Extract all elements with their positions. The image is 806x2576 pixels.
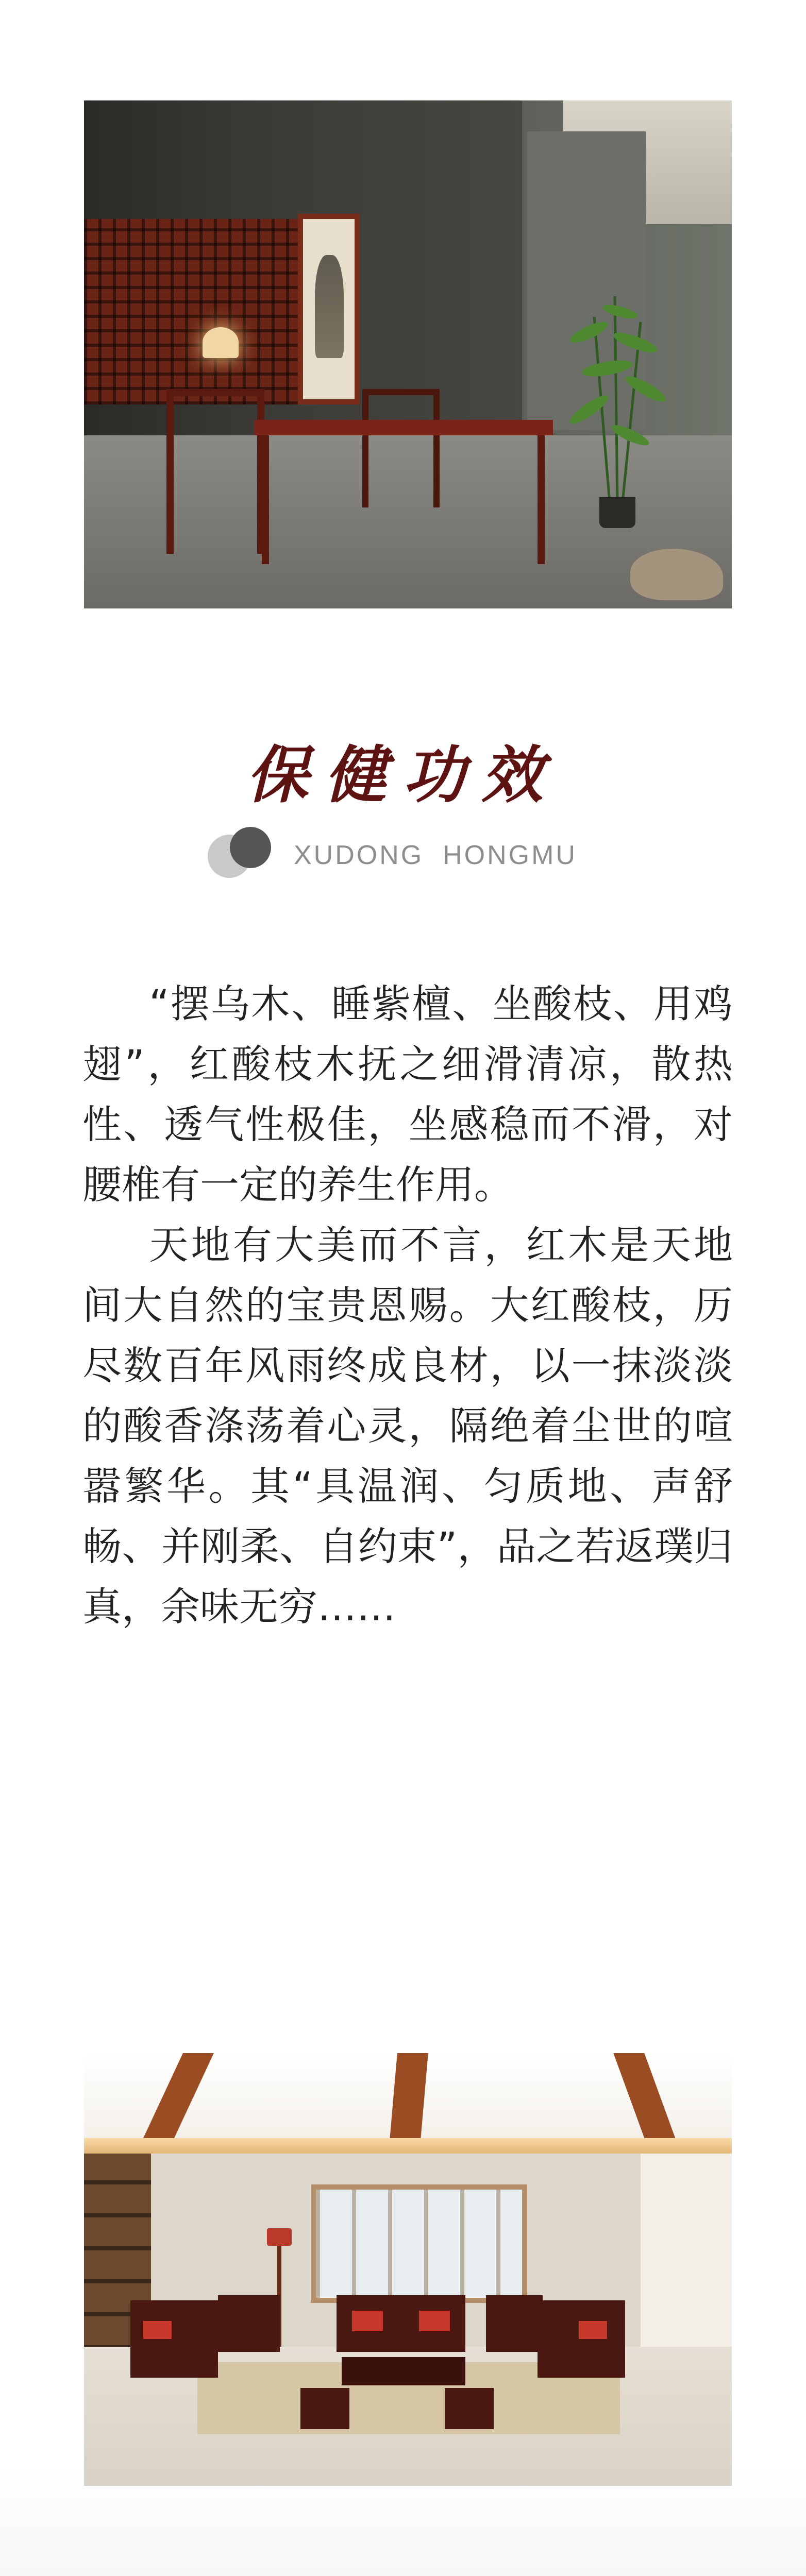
table-lamp — [203, 327, 239, 358]
paragraph-health-benefit: “摆乌木、睡紫檀、坐酸枝、用鸡翅”，红酸枝木抚之细滑清凉，散热性、透气性极佳，坐感稳而不滑，对腰椎有一定的养生作用。 — [82, 981, 733, 1208]
living-room-photo — [84, 2053, 732, 2486]
stool — [300, 2388, 349, 2429]
lotus-painting-motif — [315, 255, 344, 358]
study-room-photo — [84, 100, 732, 608]
paragraph-nature-gift: 天地有大美而不言，红木是天地间大自然的宝贵恩赐。大红酸枝，历尽数百年风雨终成良材，以一抹淡淡的酸香涤荡着心灵，隔绝着尘世的喧嚣繁华。其“具温润、匀质地、声舒畅、并刚柔、自约束”，品之若返璞归真，余味无穷…… — [82, 1222, 733, 1630]
lattice-cabinet — [84, 219, 300, 404]
right-armchair — [538, 2300, 625, 2378]
ceiling-light-cove — [84, 2138, 732, 2154]
writing-table — [254, 420, 553, 435]
coffee-table — [342, 2357, 465, 2385]
cushion — [579, 2321, 607, 2339]
cushion — [352, 2311, 383, 2331]
left-armchair — [130, 2300, 218, 2378]
table-leg — [262, 435, 269, 564]
cushion — [419, 2311, 450, 2331]
plant-pot — [599, 497, 635, 528]
right-armchair-back — [486, 2295, 543, 2352]
cushion — [143, 2321, 172, 2339]
stool — [445, 2388, 494, 2429]
body-text — [82, 974, 733, 1637]
brand-row — [206, 824, 618, 881]
right-doorway — [641, 2154, 732, 2349]
page-title: 保健功效 — [246, 739, 560, 811]
double-circle-logo-icon — [206, 824, 273, 881]
floor-lamp-shade — [267, 2228, 292, 2246]
back-chair — [362, 389, 440, 507]
armchair — [166, 389, 264, 554]
table-leg — [538, 435, 545, 564]
bamboo-plant — [558, 286, 677, 502]
brand-name: XUDONG HONGMU — [294, 840, 577, 870]
left-armchair-back — [218, 2295, 280, 2352]
window-screen — [311, 2184, 527, 2303]
